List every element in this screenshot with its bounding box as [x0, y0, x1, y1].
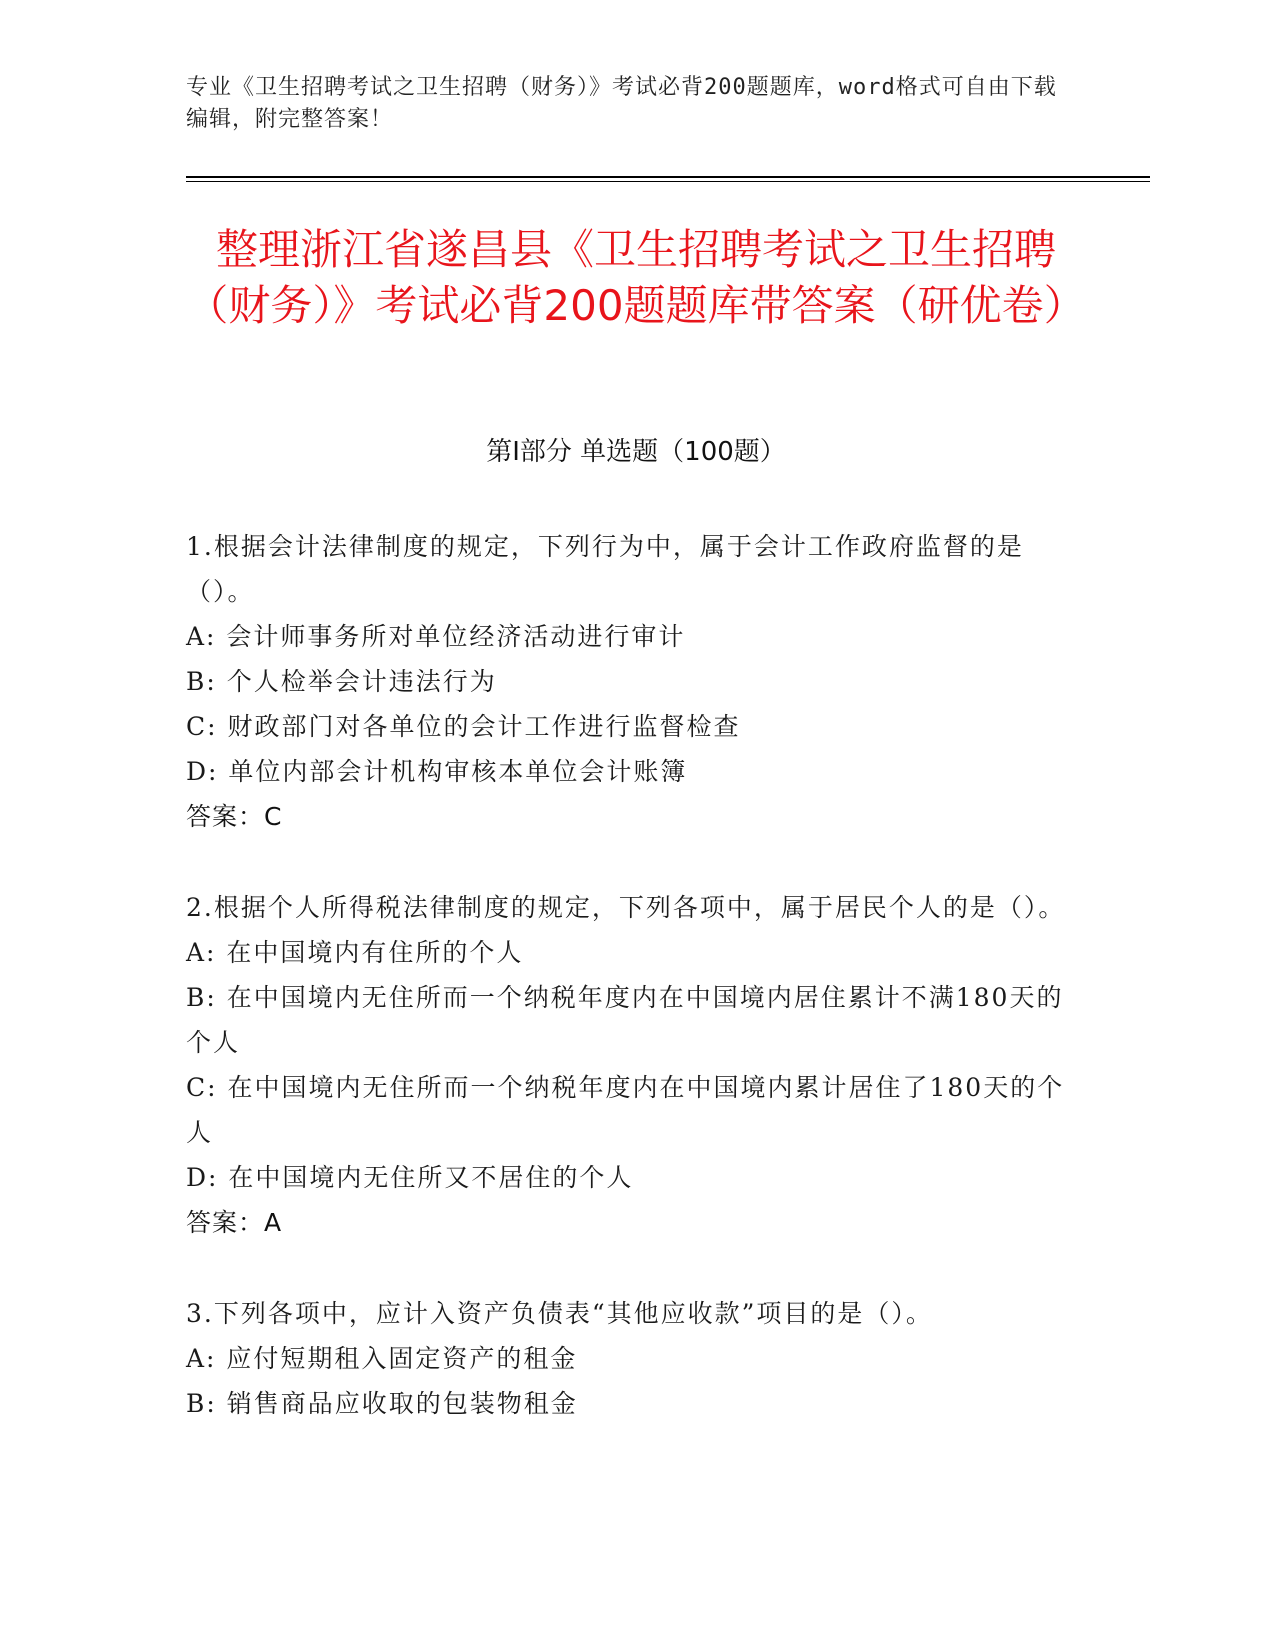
option-d: D: 单位内部会计机构审核本单位会计账簿 [186, 757, 688, 786]
question-text: 1.根据会计法律制度的规定，下列行为中，属于会计工作政府监督的是（）。 [186, 532, 1024, 606]
option-c: C: 财政部门对各单位的会计工作进行监督检查 [186, 712, 741, 741]
option-b: B: 销售商品应收取的包装物租金 [186, 1389, 578, 1418]
header-divider-thin [186, 181, 1150, 182]
option-b: B: 个人检举会计违法行为 [186, 667, 497, 696]
question-text: 3.下列各项中，应计入资产负债表“其他应收款”项目的是（）。 [186, 1299, 933, 1328]
question-1 [186, 524, 1066, 839]
question-3 [186, 1291, 1066, 1426]
option-b: B: 在中国境内无住所而一个纳税年度内在中国境内居住累计不满180天的个人 [186, 983, 1064, 1057]
answer: 答案：C [186, 802, 283, 831]
option-c: C: 在中国境内无住所而一个纳税年度内在中国境内累计居住了180天的个人 [186, 1073, 1065, 1147]
option-d: D: 在中国境内无住所又不居住的个人 [186, 1163, 634, 1192]
answer: 答案：A [186, 1208, 283, 1237]
question-text: 2.根据个人所得税法律制度的规定，下列各项中，属于居民个人的是（）。 [186, 893, 1066, 922]
question-2 [186, 885, 1066, 1245]
intro-text: 专业《卫生招聘考试之卫生招聘（财务）》考试必背200题题库，word格式可自由下载编辑，附完整答案！ [186, 75, 1057, 132]
option-a: A: 在中国境内有住所的个人 [186, 938, 524, 967]
document-title: 整理浙江省遂昌县《卫生招聘考试之卫生招聘（财务）》考试必背200题题库带答案（研优卷） [186, 225, 1086, 330]
question-list [186, 524, 1066, 1472]
section-heading: 第Ⅰ部分 单选题（100题） [486, 437, 786, 467]
header-divider-thick [186, 176, 1150, 178]
option-a: A: 应付短期租入固定资产的租金 [186, 1344, 578, 1373]
option-a: A: 会计师事务所对单位经济活动进行审计 [186, 622, 686, 651]
